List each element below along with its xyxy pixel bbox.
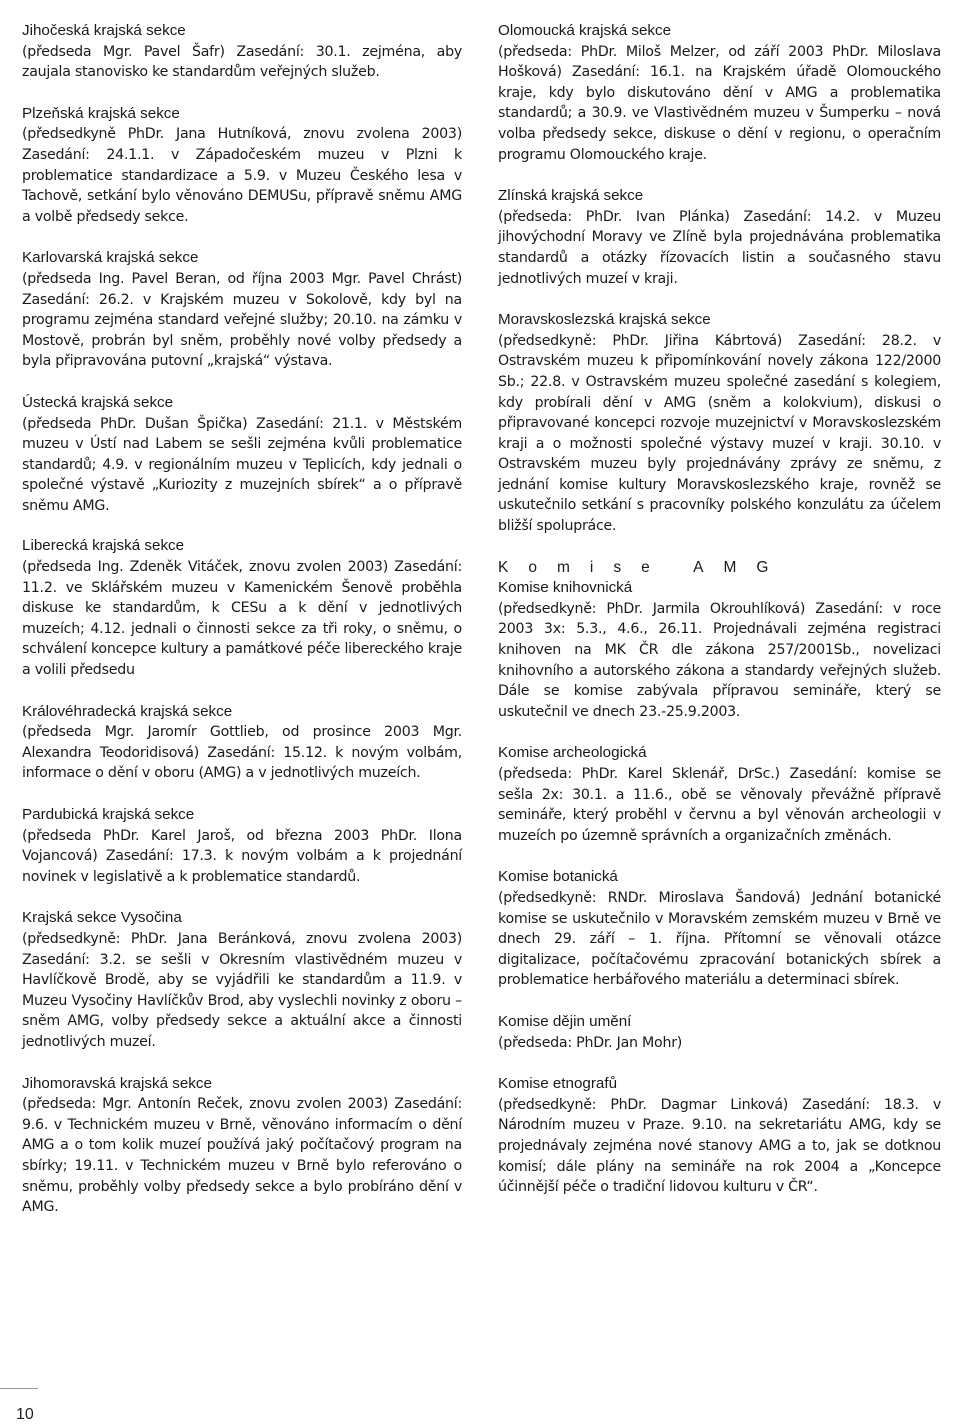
section-title: Liberecká krajská sekce bbox=[22, 537, 185, 555]
section-body: (předseda: PhDr. Karel Sklenář, DrSc.) Zasedání: komise se sešla 2x: 30.1. a 11.6., obě se věnovaly převážně přípravě semináře, který proběhl v červnu a byl věnován archeologii v muzeích po územně správních a organizačních změnách. bbox=[498, 766, 941, 844]
section-ustecka bbox=[22, 393, 462, 517]
section-title: Plzeňská krajská sekce bbox=[22, 104, 180, 122]
section-body: (předseda PhDr. Karel Jaroš, od března 2003 PhDr. Ilona Vojancová) Zasedání: 17.3. k novým volbám a k projednání novinek v legislativě a k problematice standardů. bbox=[22, 827, 462, 885]
section-title: Komise archeologická bbox=[498, 744, 647, 762]
section-liberecka bbox=[22, 536, 462, 680]
section-title: Jihomoravská krajská sekce bbox=[22, 1074, 212, 1092]
section-title: Jihočeská krajská sekce bbox=[22, 22, 186, 39]
section-body: (předseda Ing. Zdeněk Vitáček, znovu zvolen 2003) Zasedání: 11.2. ve Sklářském muzeu v Kamenickém Šenově proběhla diskuse ke standardům, k CESu a k dění v jednotlivých muzeích; 4.12. jednali o činnosti sekce za tři roky, o sněmu, o schválení koncepce kultury a památkové péče libereckého kraje a volili předsedu bbox=[22, 559, 462, 679]
section-body: (předseda: Mgr. Antonín Reček, znovu zvolen 2003) Zasedání: 9.6. v Technickém muzeu v Brně, věnováno informacím o dění AMG a o tom kolik muzeí používá jaký počítačový program na sbírky; 19.11. v Technickém muzeu v Brně bylo referováno o sněmu, proběhly volby předsedy sekce a bylo probíráno dění v AMG. bbox=[22, 1096, 462, 1216]
section-body: (předseda PhDr. Dušan Špička) Zasedání: 21.1. v Městském muzeu v Ústí nad Labem se sešli zejména kvůli problematice standardů; 4.9. v regionálním muzeu v Teplicích, kdy jednali o společné výstavě „Kuriozity z muzejních sbírek“ a o přípravě sněmu AMG. bbox=[22, 415, 462, 514]
section-kralovehradecka bbox=[22, 702, 462, 784]
section-body: (předsedkyně PhDr. Jana Hutníková, znovu zvolena 2003) Zasedání: 24.1.1. v Západočeském muzeu v Plzni k problematice standardizace a 5.9. v Muzeu Českého lesa v Tachově, setkání bylo věnováno DEMUSu, přípravě sněmu AMG a volbě předsedy sekce. bbox=[22, 126, 462, 225]
section-jihomoravska bbox=[22, 1074, 462, 1218]
section-title: Zlínská krajská sekce bbox=[498, 187, 644, 205]
section-moravskoslezska bbox=[498, 310, 941, 537]
section-olomoucka bbox=[498, 21, 941, 165]
section-vysocina bbox=[22, 908, 462, 1052]
section-jihoceska bbox=[22, 21, 462, 83]
section-pardubicka bbox=[22, 805, 462, 887]
section-komise-dejin-umeni bbox=[498, 1012, 941, 1053]
section-zlinska bbox=[498, 186, 941, 289]
section-body: (předseda Mgr. Jaromír Gottlieb, od prosince 2003 Mgr. Alexandra Teodoridisová) Zasedání: 15.12. k novým volbám, informace o dění v oboru (AMG) a v jednotlivých muzeích. bbox=[22, 724, 462, 782]
section-komise-botanicka bbox=[498, 867, 941, 991]
section-komise-archeologicka bbox=[498, 743, 941, 846]
page-number: 10 bbox=[16, 1406, 34, 1423]
section-body: (předsedkyně: PhDr. Jiřina Kábrtová) Zasedání: 28.2. v Ostravském muzeu k připomínkování novely zákona 122/2000 Sb.; 22.8. v Ostravském muzeu společné zasedání s kolegiem, kdy probírali dění v AMG (sněm a kolokvium), diskusi o připravované koncepci rozvoje muzejnictví v Moravskoslezském kraji a o možnosti společné výstavy muzeí v kraji. 30.10. v Ostravském muzeu byly projednávány zprávy ze sněmu, z jednání komise kultury Moravskoslezského kraje, rovněž se uskutečnilo setkání s pracovníky polského konzulátu za účelem bližší spolupráce. bbox=[498, 332, 941, 535]
left-column bbox=[22, 21, 462, 1239]
section-karlovarska bbox=[22, 248, 462, 372]
section-title: Komise botanická bbox=[498, 868, 618, 886]
section-body: (předseda: PhDr. Ivan Plánka) Zasedání: 14.2. v Muzeu jihovýchodní Moravy ve Zlíně byla projednávána problematika standardů a otázky řízovacích listin a současného stavu jednotlivých muzeí v kraji. bbox=[498, 208, 941, 287]
section-title: Moravskoslezská krajská sekce bbox=[498, 311, 711, 329]
section-body: (předseda Mgr. Pavel Šafr) Zasedání: 30.1. zejména, aby zaujala stanovisko ke standardům veřejných služeb. bbox=[22, 43, 462, 81]
section-body: (předseda: PhDr. Miloš Melzer, od září 2003 PhDr. Miloslava Hošková) Zasedání: 16.1. na Krajském úřadě Olomouckého kraje, kdy bylo diskutováno dění v AMG a problematika standardů; a 30.9. ve Vlastivědném muzeu v Šumperku – nová volba předsedy sekce, diskuse o dění v regionu, o operačním programu Olomouckého kraje. bbox=[498, 43, 941, 163]
section-body: (předsedkyně: PhDr. Jana Beránková, znovu zvolena 2003) Zasedání: 3.2. se sešli v Okresním vlastivědném muzeu v Havlíčkově Brodě, aby se vyjádřili ke standardům a 11.9. v Muzeu Vysočiny Havlíčkův Brod, aby vyslechli novinky z oboru – sněm AMG, volby předsedy sekce a aktuální akce a činnosti jednotlivých muzeí. bbox=[22, 930, 462, 1050]
section-title: Ústecká krajská sekce bbox=[22, 393, 174, 411]
section-title: Komise knihovnická bbox=[498, 579, 633, 597]
commissions-heading: Komise AMG bbox=[498, 558, 789, 576]
section-title: Komise etnografů bbox=[498, 1075, 618, 1093]
section-title: Pardubická krajská sekce bbox=[22, 806, 195, 823]
section-title: Královéhradecká krajská sekce bbox=[22, 702, 233, 720]
footer-divider bbox=[0, 1388, 38, 1389]
section-komise-knihovnicka bbox=[498, 558, 941, 723]
section-title: Komise dějin umění bbox=[498, 1012, 632, 1030]
section-plzenska bbox=[22, 104, 462, 228]
section-title: Karlovarská krajská sekce bbox=[22, 249, 199, 267]
section-komise-etnografu bbox=[498, 1074, 941, 1198]
section-body: (předsedkyně: RNDr. Miroslava Šandová) Jednání botanické komise se uskutečnilo v Moravském zemském muzeu v Brně ve dnech 29. září – 1. října. Přítomní se věnovali otázce digitalizace, počítačovému zpracování botanických sbírek a problematice herbářového materiálu a determinaci sbírek. bbox=[498, 889, 941, 989]
section-title: Olomoucká krajská sekce bbox=[498, 22, 672, 39]
section-body: (předseda: PhDr. Jan Mohr) bbox=[498, 1034, 683, 1051]
section-title: Krajská sekce Vysočina bbox=[22, 909, 182, 927]
section-body: (předsedkyně: PhDr. Jarmila Okrouhlíková) Zasedání: v roce 2003 3x: 5.3., 4.6., 26.11. Projednávali zejména registraci knihoven na MK ČR dle zákona 257/2001Sb., novelizaci knihovního a autorského zákona a standardy veřejných služeb. Dále se komise zabývala přípravou semináře, který se uskutečnil ve dnech 23.-25.9.2003. bbox=[498, 600, 941, 720]
right-column bbox=[498, 21, 941, 1219]
section-body: (předseda Ing. Pavel Beran, od října 2003 Mgr. Pavel Chrást) Zasedání: 26.2. v Krajském muzeu v Sokolově, kdy byl na programu zejména standard veřejné služby; 20.10. na zámku v Mostově, probrán byl sněm, proběhly nové volby předsedy a byla připravována putovní „krajská“ výstava. bbox=[22, 270, 462, 370]
section-body: (předsedkyně: PhDr. Dagmar Linková) Zasedání: 18.3. v Národním muzeu v Praze. 9.10. na sekretariátu AMG, kdy se projednávaly zejména nové stanovy AMG a to, jak se dotknou komisí; dále plány na semináře na rok 2004 a „Koncepce účinnější péče o tradiční lidovou kulturu v ČR“. bbox=[498, 1096, 941, 1196]
